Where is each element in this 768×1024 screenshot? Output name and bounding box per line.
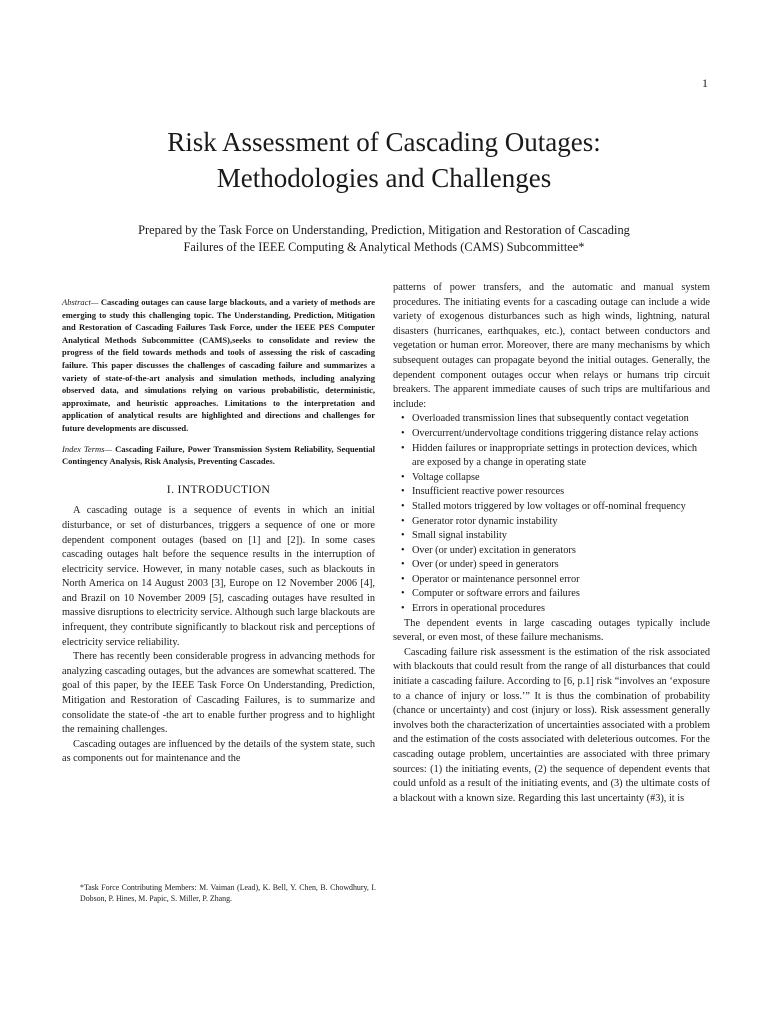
list-item: • Errors in operational procedures [393,602,710,617]
list-item: • Voltage collapse [393,471,710,486]
list-item: • Hidden failures or inappropriate settings in protection devices, which are exposed by a change in operating state [393,442,710,471]
index-terms-text: Cascading Failure, Power Transmission System Reliability, Sequential Contingency Analysis, Risk Analysis, Preventing Cascades. [62,443,375,467]
section-heading-introduction: I. INTRODUCTION [166,481,271,496]
index-terms-lead: Index Terms— [62,443,113,454]
list-item: • Generator rotor dynamic instability [393,515,710,530]
list-item: • Insufficient reactive power resources [393,485,710,500]
page-number: 1 [702,76,708,90]
list-item: • Small signal instability [393,529,710,544]
index-terms [62,443,375,468]
paragraph: The dependent events in large cascading outages typically include several, or even most, of these failure mechanisms. [393,617,710,644]
list-item: • Over (or under) excitation in generators [393,544,710,559]
prepared-by-line-1: Prepared by the Task Force on Understanding, Prediction, Mitigation and Restoration of Cascading [138,223,630,237]
paragraph: There has recently been considerable progress in advancing methods for analyzing cascading outages, but the advances are somewhat scattered. The goal of this paper, by the IEEE Task Force On Understanding, Prediction, Mitigation and Restoration of Cascading Failures, is to summarize and consolidate the state-of -the art to enable further progress and to highlight the remaining challenges. [62,651,375,736]
abstract [62,296,375,435]
right-column [393,281,710,806]
paragraph: patterns of power transfers, and the automatic and manual system procedures. The initiating events for a cascading outage can include a wide variety of exogenous disturbances such as high winds, lightning, natural disasters (hurricanes, earthquakes, etc.), contact between conductors and vegetation or human error. Moreover, there are many mechanisms by which subsequent outages can propagate beyond the initial outages. Generally, the dependent component outages occur when relays or humans trip circuit breakers. The apparent immediate causes of such trips are multifarious and include: [393,282,710,410]
paragraph: Cascading failure risk assessment is the estimation of the risk associated with blackouts that could result from the range of all disturbances that could initiate a cascading failure. According to [6, p.1] risk “involves an ‘exposure to a chance of injury or loss.’” It is thus the combination of probability (chance or uncertainty) and cost (injury or loss). Risk assessment generally involves both the characterization of uncertainties associated with a problem and the estimation of the costs associated with deleterious outcomes. For the cascading outage problem, uncertainties are associated with three primary sources: (1) the initiating events, (2) the sequence of dependent events that could unfold as a result of the initiating events, and (3) the ultimate costs of a blackout with a known size. Regarding this last uncertainty (#3), it is [393,646,710,804]
footnote: *Task Force Contributing Members: M. Vaiman (Lead), K. Bell, Y. Chen, B. Chowdhury, I. Dobson, P. Hines, M. Papic, S. Miller, P. Zhang. [80,883,376,904]
list-item: • Over (or under) speed in generators [393,558,710,573]
failure-mechanisms-list [393,412,710,616]
title-line-2: Methodologies and Challenges [216,163,552,193]
list-item: • Stalled motors triggered by low voltages or off-nominal frequency [393,500,710,515]
list-item: • Operator or maintenance personnel error [393,573,710,588]
paper-title [0,124,768,196]
abstract-text: Cascading outages can cause large blackouts, and a variety of methods are emerging to study this challenging topic. The Understanding, Prediction, Mitigation and Restoration of Cascading Failures Task Force, under the IEEE PES Computer Analytical Methods Subcommittee (CAMS),seeks to consolidate and review the progress of the field towards methods and tools of assessing the risk of cascading failure. This paper discusses the challenges of cascading failure and summarizes a variety of state-of-the-art analysis and simulation methods, including analyzing observed data, and simulations relying on various probabilistic, deterministic, approximate, and heuristic approaches. Limitations to the interpretation and application of analytical results are highlighted and directions and challenges for future developments are discussed. [62,297,375,433]
list-item: • Overcurrent/undervoltage conditions triggering distance relay actions [393,427,710,442]
paragraph: A cascading outage is a sequence of events in which an initial disturbance, or set of disturbances, triggers a sequence of one or more dependent component outages (based on [1] and [2]). In some cases cascading outages halt before the sequence results in the interruption of electricity service. However, in many notable cases, such as blackouts in North America on 14 August 2003 [3], Europe on 12 November 2006 [4], and Brazil on 10 November 2009 [5], cascading outages have resulted in massive disruptions to electricity service. Although such large blackouts are infrequent, they contribute significantly to blackout risk and perceptions of electricity service reliability. [62,505,375,648]
prepared-by [90,222,678,256]
abstract-lead: Abstract— [62,297,99,307]
list-item: • Overloaded transmission lines that subsequently contact vegetation [393,412,710,427]
title-line-1: Risk Assessment of Cascading Outages: [167,127,601,157]
prepared-by-line-2: Failures of the IEEE Computing & Analytical Methods (CAMS) Subcommittee* [183,240,585,254]
left-column [62,296,375,767]
list-item: • Computer or software errors and failures [393,587,710,602]
paragraph: Cascading outages are influenced by the details of the system state, such as components out for maintenance and the [62,738,375,765]
